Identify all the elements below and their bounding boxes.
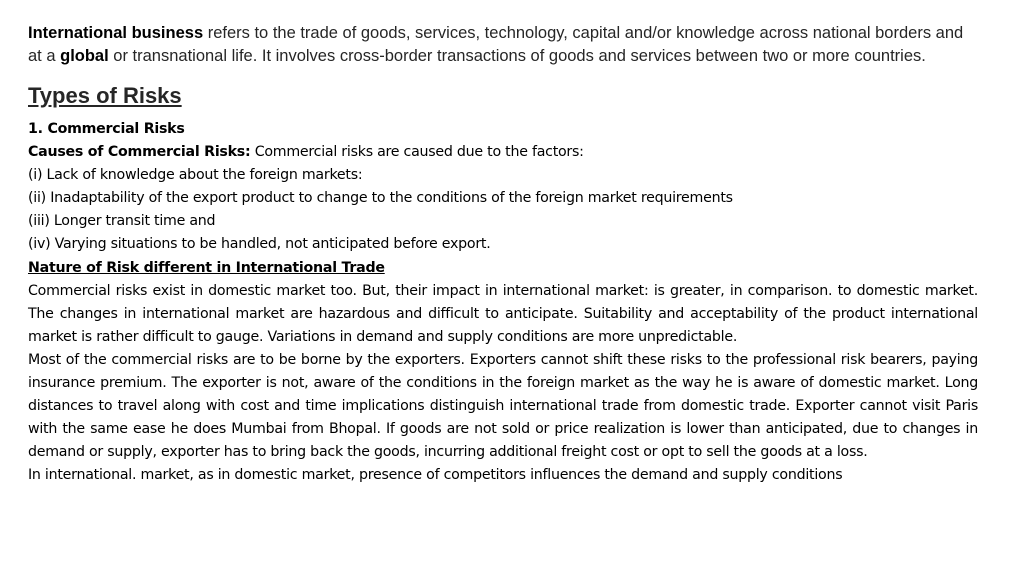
intro-text-part1: refers to the trade of goods, services, technology, capital and/or knowledge across national borders and at a [28,24,964,65]
types-of-risks-heading: Types of Risks [28,83,182,108]
nature-paragraph-1: Commercial risks exist in domestic market too. But, their impact in international market: is greater, in comparison. to domestic market. The changes in international market are hazardous and difficult to anticipate. Suitability and acceptability of the product international market is rather difficult to gauge. Variations in demand and supply conditions are more unpredictable. [28,282,978,345]
commercial-risks-section [28,118,978,488]
cause-item-3: (iii) Longer transit time and [28,213,216,230]
cause-item-2: (ii) Inadaptability of the export product to change to the conditions of the foreign market requirements [28,190,733,207]
slide-content [28,22,978,488]
nature-paragraph-2: Most of the commercial risks are to be borne by the exporters. Exporters cannot shift these risks to the professional risk bearers, paying insurance premium. The exporter is not, aware of the conditions in the foreign market as the way he is aware of domestic market. Long distances to travel along with cost and time implications distinguish international trade from domestic trade. Exporter cannot visit Paris with the same ease he does Mumbai from Bhopal. If goods are not sold or price realization is lower than anticipated, due to changes in demand or supply, exporter has to bring back the goods, incurring additional freight cost or opt to sell the goods at a loss. [28,351,978,461]
intro-text-part2: or transnational life. It involves cross-border transactions of goods and services between two or more countries. [108,47,926,65]
causes-label: Causes of Commercial Risks: [28,144,251,161]
commercial-risks-title: 1. Commercial Risks [28,121,185,137]
cause-item-4: (iv) Varying situations to be handled, not anticipated before export. [28,236,491,253]
cause-item-1: (i) Lack of knowledge about the foreign markets: [28,167,363,184]
intro-paragraph [28,22,978,68]
causes-line [28,141,978,164]
intro-term-global: global [60,47,109,65]
intro-term-international-business: International business [28,24,204,42]
causes-text: Commercial risks are caused due to the factors: [250,144,584,161]
nature-paragraph-3: In international. market, as in domestic market, presence of competitors influences the demand and supply conditions [28,467,843,484]
nature-of-risk-heading: Nature of Risk different in International Trade [28,259,385,276]
